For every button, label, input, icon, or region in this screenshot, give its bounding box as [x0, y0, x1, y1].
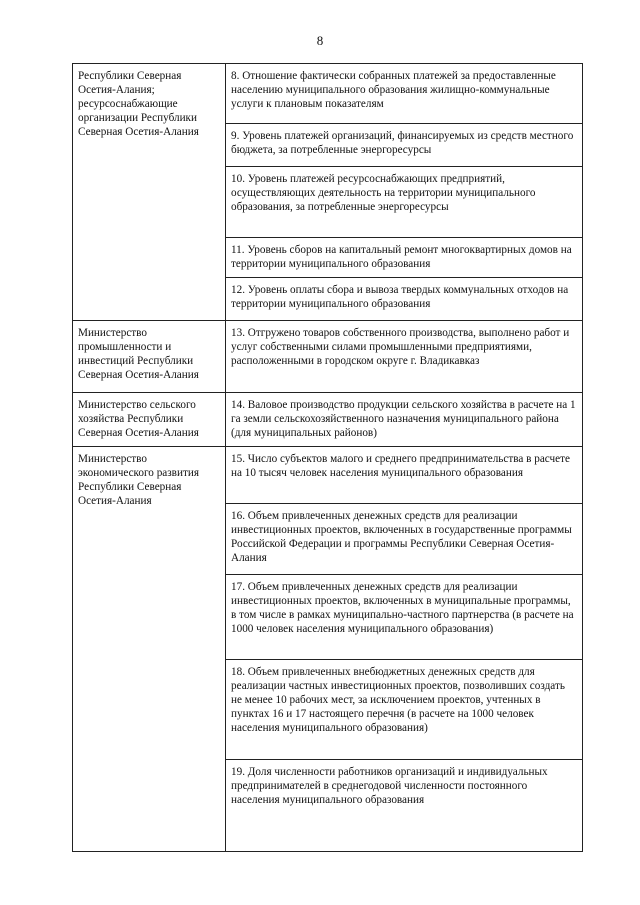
indicator-text: 12. Уровень оплаты сбора и вывоза твердых коммунальных отходов на территории муниципального образования [231, 284, 569, 310]
responsible-body-cell: Министерство сельского хозяйства Республики Северная Осетия-Алания [73, 393, 226, 447]
indicator-text: 17. Объем привлеченных денежных средств для реализации инвестиционных проектов, включенных в муниципальные программы, в том числе в рамках муниципально-частного партнерства (в расчете на 1000 человек населения муниципального образования) [231, 581, 574, 635]
indicator-text: 18. Объем привлеченных внебюджетных денежных средств для реализации частных инвестиционных проектов, позволивших создать не менее 10 рабочих мест, за исключением проектов, учтенных в пунктах 16 и 17 настоящего перечня (в расчете на 1000 человек населения муниципального образования) [231, 666, 565, 734]
responsible-body-cell: Республики Северная Осетия-Алания; ресурсоснабжающие организации Республики Северная Осетия-Алания [73, 64, 226, 321]
table-row [73, 393, 583, 447]
indicator-cell [226, 760, 583, 852]
indicator-cell [226, 167, 583, 238]
responsible-body-cell: Министерство экономического развития Республики Северная Осетия-Алания [73, 447, 226, 852]
table-row [73, 64, 583, 124]
indicator-cell [226, 124, 583, 167]
indicator-text: 13. Отгружено товаров собственного производства, выполнено работ и услуг собственными силами промышленными предприятиями, расположенными в городском округе г. Владикавказ [231, 327, 570, 367]
indicator-text: 10. Уровень платежей ресурсоснабжающих предприятий, осуществляющих деятельность на территории муниципального образования, за потребленные энергоресурсы [231, 173, 536, 213]
indicator-text: 19. Доля численности работников организаций и индивидуальных предпринимателей в среднегодовой численности постоянного населения муниципального образования [231, 766, 548, 806]
table-row [73, 447, 583, 504]
indicator-text: 9. Уровень платежей организаций, финансируемых из средств местного бюджета, за потребленные энергоресурсы [231, 130, 574, 156]
indicator-text: 14. Валовое производство продукции сельского хозяйства в расчете на 1 га земли сельскохозяйственного назначения муниципального района (для муниципальных районов) [231, 399, 576, 439]
indicator-cell [226, 504, 583, 575]
indicator-text: 11. Уровень сборов на капитальный ремонт многоквартирных домов на территории муниципального образования [231, 244, 572, 270]
indicator-cell [226, 393, 583, 447]
indicator-cell [226, 660, 583, 760]
indicator-text: 8. Отношение фактически собранных платежей за предоставленные населению муниципального образования жилищно-коммунальные услуги к плановым показателям [231, 70, 556, 110]
indicator-text: 15. Число субъектов малого и среднего предпринимательства в расчете на 10 тысяч человек населения муниципального образования [231, 453, 570, 479]
indicator-cell [226, 64, 583, 124]
indicator-cell [226, 278, 583, 321]
responsible-body-cell: Министерство промышленности и инвестиций Республики Северная Осетия-Алания [73, 321, 226, 393]
indicators-table [72, 63, 583, 852]
indicator-cell [226, 575, 583, 660]
page-number: 8 [316, 33, 324, 48]
indicator-cell [226, 321, 583, 393]
indicator-text: 16. Объем привлеченных денежных средств для реализации инвестиционных проектов, включенных в государственные программы Российской Федерации и программы Республики Северная Осетия-Алания [231, 510, 572, 564]
indicator-cell [226, 238, 583, 278]
table-row [73, 321, 583, 393]
indicator-cell [226, 447, 583, 504]
